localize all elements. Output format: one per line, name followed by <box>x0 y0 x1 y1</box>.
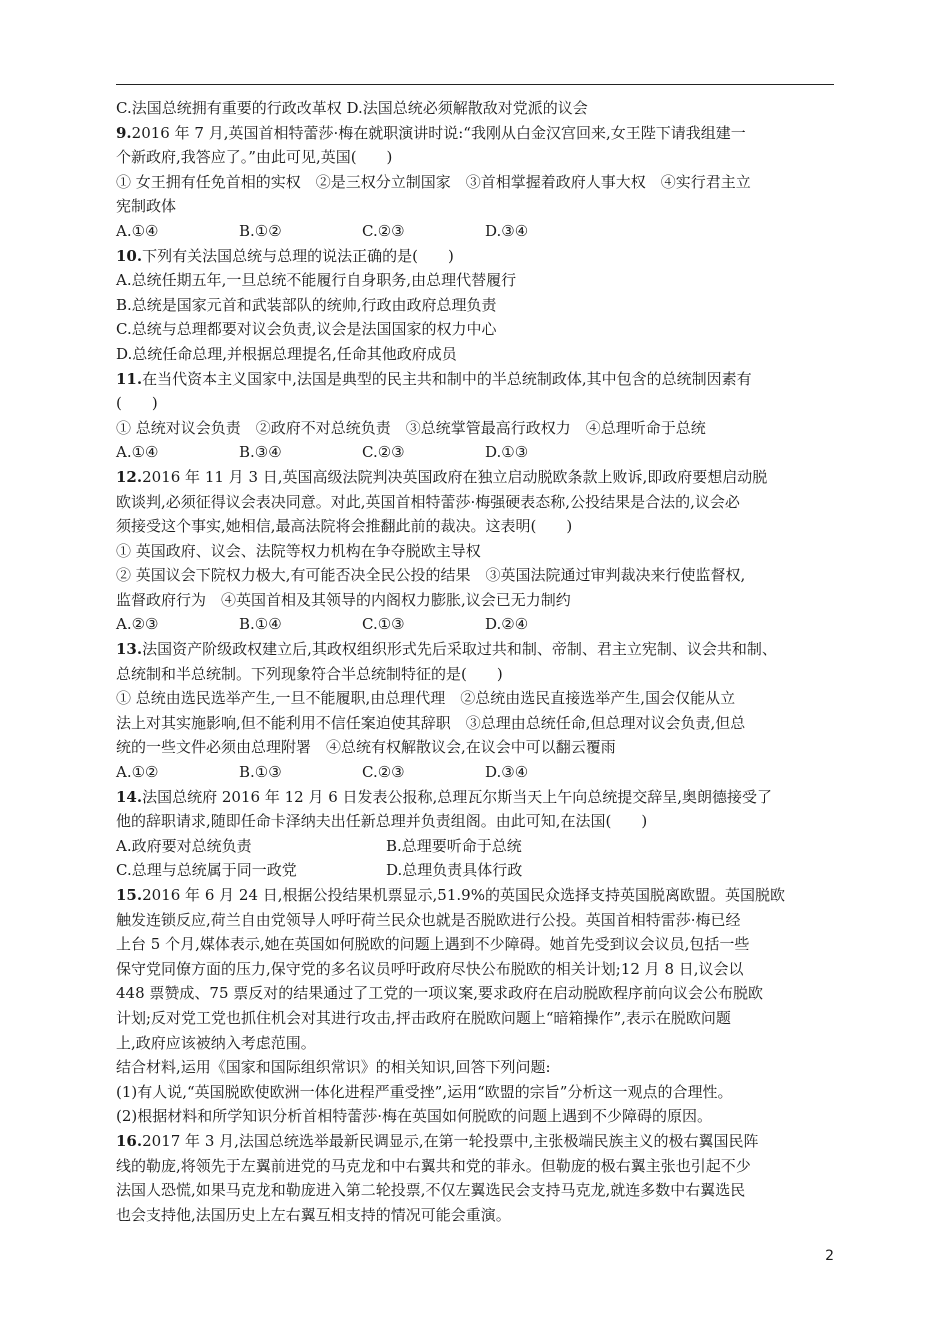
option-c[interactable]: C.①③ <box>362 615 405 634</box>
option-c[interactable]: C.总统与总理都要对议会负责,议会是法国国家的权力中心 <box>116 320 497 339</box>
statement: ① 英国政府、议会、法院等权力机构在争夺脱欧主导权 <box>116 541 481 560</box>
material-text: 法国人恐慌,如果马克龙和勒庞进入第二轮投票,不仅左翼选民会支持马克龙,就连多数中右翼选民 <box>116 1181 746 1200</box>
material-text: 保守党同僚方面的压力,保守党的多名议员呼吁政府尽快公布脱欧的相关计划;12 月 8 日,议会以 <box>116 959 744 978</box>
answer-options-row <box>116 834 836 859</box>
statement: 统的一些文件必须由总理附署 ④总统有权解散议会,在议会中可以翻云覆雨 <box>116 738 616 757</box>
material-text: 448 票赞成、75 票反对的结果通过了工党的一项议案,要求政府在启动脱欧程序前向议会公布脱欧 <box>116 984 764 1003</box>
question-number: 15. <box>116 886 143 904</box>
option-a[interactable]: A.总统任期五年,一旦总统不能履行自身职务,由总理代替履行 <box>116 271 517 290</box>
question-number: 13. <box>116 640 143 659</box>
question-stem: 须接受这个事实,她相信,最高法院将会推翻此前的裁决。这表明( ) <box>116 517 573 536</box>
option-a[interactable]: A.②③ <box>116 615 159 634</box>
question-16 <box>116 1129 836 1227</box>
material-text: 2016 年 6 月 24 日,根据公投结果机票显示,51.9%的英国民众选择支持英国脱离欧盟。英国脱欧 <box>142 886 785 904</box>
statement: ① 总统对议会负责 ②政府不对总统负责 ③总统掌管最高行政权力 ④总理听命于总统 <box>116 418 706 437</box>
carry-over-options: C.法国总统拥有重要的行政改革权 D.法国总统必须解散敌对党派的议会 <box>116 99 588 117</box>
question-stem: ( ) <box>116 394 158 413</box>
material-text: 线的勒庞,将领先于左翼前进党的马克龙和中右翼共和党的菲永。但勒庞的极右翼主张也引起不少 <box>116 1156 751 1175</box>
option-b[interactable]: B.总理要听命于总统 <box>386 836 522 855</box>
question-stem: 2016 年 7 月,英国首相特蕾莎·梅在就职演讲时说:“我刚从白金汉宫回来,女王陛下请我组建一 <box>131 123 746 142</box>
material-text: 也会支持他,法国历史上左右翼互相支持的情况可能会重演。 <box>116 1205 511 1224</box>
statement: ② 英国议会下院权力极大,有可能否决全民公投的结果 ③英国法院通过审判裁决来行使监督权, <box>116 566 746 585</box>
question-number: 12. <box>116 467 143 486</box>
statement: 宪制政体 <box>116 197 177 216</box>
question-number: 11. <box>116 369 143 388</box>
answer-options <box>116 219 836 244</box>
header-rule <box>116 84 834 85</box>
option-d[interactable]: D.②④ <box>485 615 529 634</box>
material-text: 计划;反对党工党也抓住机会对其进行攻击,抨击政府在脱欧问题上“暗箱操作”,表示在脱欧问题 <box>116 1008 731 1027</box>
option-d[interactable]: D.总理负责具体行政 <box>386 861 523 880</box>
question-15 <box>116 883 836 1129</box>
question-13 <box>116 637 836 785</box>
answer-options <box>116 760 836 785</box>
question-stem: 欧谈判,必须征得议会表决同意。对此,英国首相特蕾莎·梅强硬表态称,公投结果是合法的,议会必 <box>116 492 740 511</box>
answer-options <box>116 612 836 637</box>
answer-options <box>116 440 836 465</box>
question-number: 10. <box>116 246 143 265</box>
question-14 <box>116 785 836 883</box>
option-a[interactable]: A.政府要对总统负责 <box>116 836 252 855</box>
question-number: 9. <box>116 123 132 142</box>
question-stem: 个新政府,我答应了。”由此可见,英国( ) <box>116 148 393 167</box>
page-number: 2 <box>825 1248 834 1264</box>
question-stem: 下列有关法国总统与总理的说法正确的是( ) <box>142 246 454 265</box>
option-b[interactable]: B.③④ <box>239 443 282 462</box>
answer-options-row <box>116 858 836 883</box>
statement: 监督政府行为 ④英国首相及其领导的内阁权力膨胀,议会已无力制约 <box>116 590 571 609</box>
question-9 <box>116 121 836 244</box>
option-b[interactable]: B.①③ <box>239 763 282 782</box>
question-stem: 法国总统府 2016 年 12 月 6 日发表公报称,总理瓦尔斯当天上午向总统提交辞呈,奥朗德接受了 <box>142 787 773 806</box>
question-number: 16. <box>116 1131 143 1150</box>
option-c[interactable]: C.②③ <box>362 763 405 782</box>
statement: ① 总统由选民选举产生,一旦不能履职,由总理代理 ②总统由选民直接选举产生,国会仅能从立 <box>116 689 736 708</box>
option-d[interactable]: D.①③ <box>485 443 529 462</box>
statement: 法上对其实施影响,但不能利用不信任案迫使其辞职 ③总理由总统任命,但总理对议会负责,但总 <box>116 713 746 732</box>
statement: ① 女王拥有任免首相的实权 ②是三权分立制国家 ③首相掌握着政府人事大权 ④实行君主立 <box>116 172 751 191</box>
option-b[interactable]: B.①② <box>239 221 282 240</box>
option-d[interactable]: D.总统任命总理,并根据总理提名,任命其他政府成员 <box>116 344 457 363</box>
material-text: 上台 5 个月,媒体表示,她在英国如何脱欧的问题上遇到不少障碍。她首先受到议会议员,包括一些 <box>116 935 750 954</box>
question-stem: 2016 年 11 月 3 日,英国高级法院判决英国政府在独立启动脱欧条款上败诉,即政府要想启动脱 <box>142 467 768 486</box>
sub-question-2: (2)根据材料和所学知识分析首相特蕾莎·梅在英国如何脱欧的问题上遇到不少障碍的原因。 <box>116 1107 713 1126</box>
question-content <box>116 96 836 1227</box>
question-stem: 法国资产阶级政权建立后,其政权组织形式先后采取过共和制、帝制、君主立宪制、议会共和制、 <box>142 640 777 659</box>
option-a[interactable]: A.①④ <box>116 221 159 240</box>
option-a[interactable]: A.①④ <box>116 443 159 462</box>
material-text: 2017 年 3 月,法国总统选举最新民调显示,在第一轮投票中,主张极端民族主义的极右翼国民阵 <box>142 1131 759 1150</box>
question-stem: 在当代资本主义国家中,法国是典型的民主共和制中的半总统制政体,其中包含的总统制因素有 <box>142 369 752 388</box>
question-prompt: 结合材料,运用《国家和国际组织常识》的相关知识,回答下列问题: <box>116 1058 551 1077</box>
option-b[interactable]: B.①④ <box>239 615 282 634</box>
option-a[interactable]: A.①② <box>116 763 159 782</box>
option-c[interactable]: C.②③ <box>362 221 405 240</box>
option-b[interactable]: B.总统是国家元首和武装部队的统帅,行政由政府总理负责 <box>116 295 497 314</box>
question-number: 14. <box>116 787 143 806</box>
material-text: 上,政府应该被纳入考虑范围。 <box>116 1033 316 1052</box>
sub-question-1: (1)有人说,“英国脱欧使欧洲一体化进程严重受挫”,运用“欧盟的宗旨”分析这一观点的合理性。 <box>116 1082 733 1101</box>
option-d[interactable]: D.③④ <box>485 763 529 782</box>
question-stem: 他的辞职请求,随即任命卡泽纳夫出任新总理并负责组阁。由此可知,在法国( ) <box>116 812 648 831</box>
option-d[interactable]: D.③④ <box>485 221 529 240</box>
question-10 <box>116 244 836 367</box>
option-c[interactable]: C.②③ <box>362 443 405 462</box>
question-11 <box>116 367 836 465</box>
option-c[interactable]: C.总理与总统属于同一政党 <box>116 861 297 880</box>
material-text: 触发连锁反应,荷兰自由党领导人呼吁荷兰民众也就是否脱欧进行公投。英国首相特雷莎·梅已经 <box>116 910 741 929</box>
question-12 <box>116 465 836 637</box>
question-stem: 总统制和半总统制。下列现象符合半总统制特征的是( ) <box>116 664 503 683</box>
